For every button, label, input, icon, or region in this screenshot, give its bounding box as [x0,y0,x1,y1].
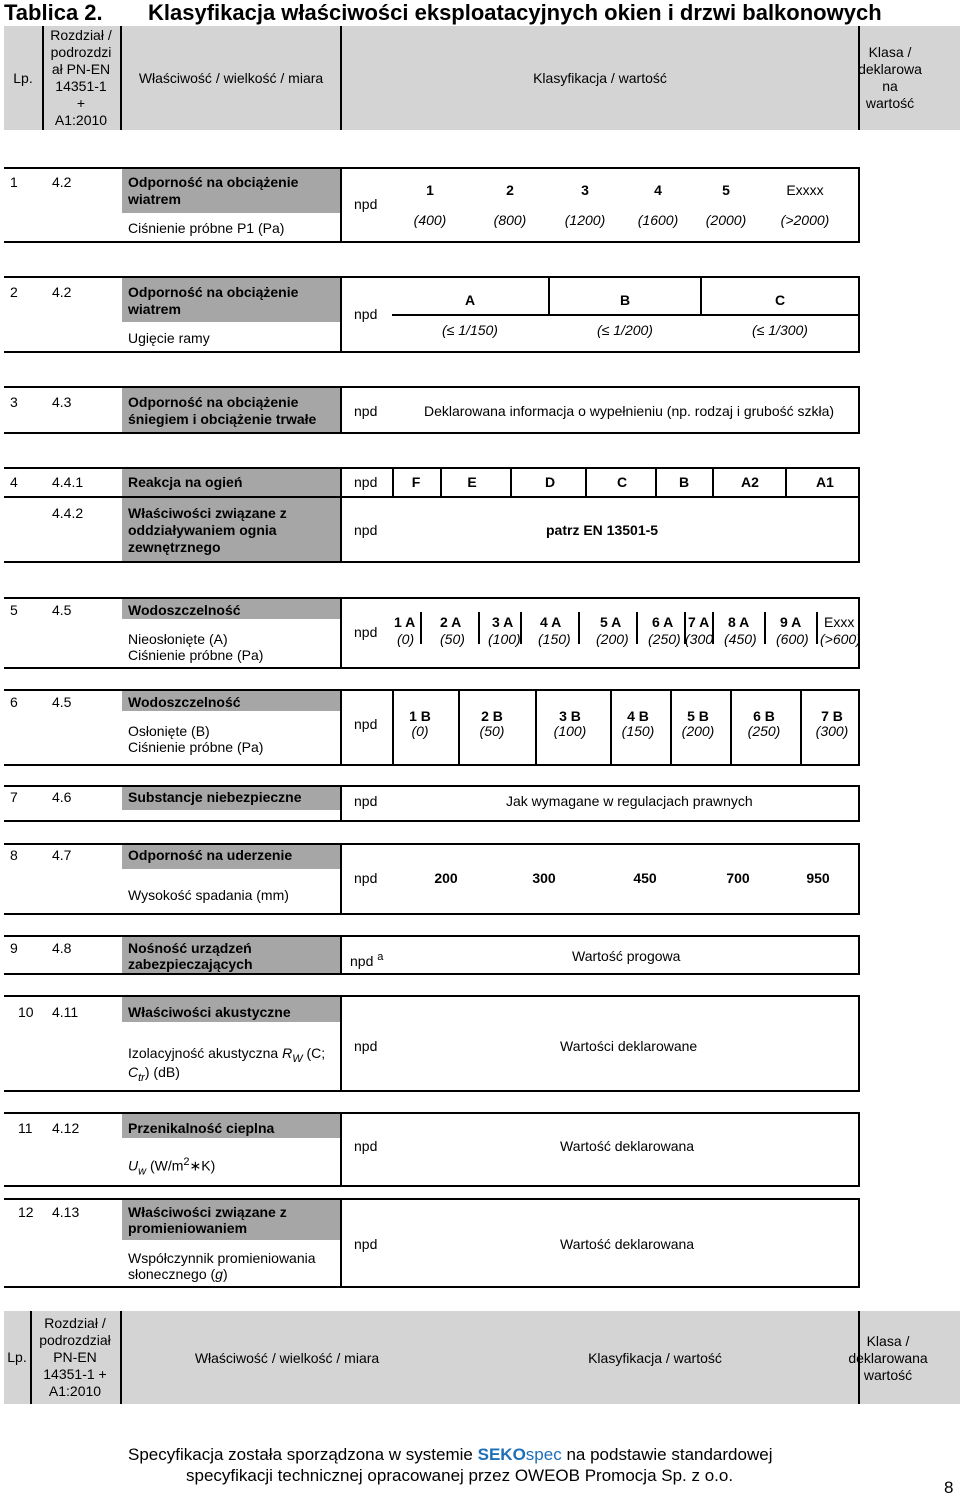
row11-npd: npd [354,1138,378,1154]
row9-section: 4.8 [52,940,72,956]
row12-npd: npd [354,1236,378,1252]
row4-class: F [411,474,421,490]
row2-npd: npd [354,306,378,322]
row8-value: 700 [726,870,750,886]
row5-value: (600) [776,631,809,647]
row3-property: Odporność na obciążenie [128,394,299,410]
row5-npd: npd [354,624,378,640]
row5-property: Wodoszczelność [128,602,241,618]
row5-value: (>600) [820,631,861,647]
row4b-npd: npd [354,522,378,538]
row9-number: 9 [10,940,18,956]
footer-line-1: Specyfikacja została sporządzona w systemie SEKOspec na podstawie standardowej [128,1445,773,1464]
row1-section: 4.2 [52,174,72,190]
row5-value: (250) [648,631,681,647]
row1-value: (400) [413,212,447,228]
row4-class: A1 [816,474,834,490]
row1-number: 1 [10,174,18,190]
row2-class: C [774,292,786,308]
row4-class: D [544,474,556,490]
row7-property: Substancje niebezpieczne [128,789,302,805]
page-title: Klasyfikacja właściwości eksploatacyjnych okien i drzwi balkonowych [148,0,882,25]
row2-class: B [619,292,631,308]
row9-npd: npd $^a$ [350,951,384,969]
row5-number: 5 [10,602,18,618]
row12-sub: Współczynnik promieniowania [128,1250,316,1266]
row12-property: Właściwości związane z [128,1204,287,1220]
row4-class: B [678,474,690,490]
row5-class: 6 A [652,614,674,630]
row2-section: 4.2 [52,284,72,300]
row6-property: Wodoszczelność [128,694,241,710]
row4-number: 4 [10,474,18,490]
row10-sub-2: $C_{tr}$) (dB) [128,1064,180,1084]
row4-section: 4.4.1 [52,474,84,490]
row1-npd: npd [354,196,378,212]
row7-number: 7 [10,789,18,805]
row4b-property-3: zewnętrznego [128,539,221,555]
row2-value: (≤ 1/200) [597,322,653,338]
row5-class: 2 A [440,614,462,630]
row6-value: (50) [479,723,505,739]
row6-class: 4 B [627,708,649,724]
row1-property-2: wiatrem [128,191,181,207]
row1-value: (2000) [705,212,747,228]
row12-property-2: promieniowaniem [128,1220,248,1236]
row3-section: 4.3 [52,394,72,410]
row10-section: 4.11 [52,1004,79,1020]
row12-number: 12 [18,1204,34,1220]
row9-value: Wartość progowa [572,948,681,964]
row5-value: (450) [724,631,757,647]
header-lp: Lp. [13,69,33,86]
row10-sub: Izolacyjność akustyczna $R_W$ (C; [128,1045,326,1065]
row3-property-2: śniegiem i obciążenie trwałe [128,411,317,427]
row2-property-2: wiatrem [128,301,181,317]
row4b-property: Właściwości związane z [128,505,287,521]
row5-class: 8 A [728,614,750,630]
row11-value: Wartość deklarowana [560,1138,695,1154]
header-rozdzial: Rozdział / podrozdzi ał PN-EN 14351-1 + A1:2010 [50,27,112,128]
row1-value: (>2000) [780,212,830,228]
row5-value: (150) [538,631,571,647]
row12-sub-2: słonecznego (g) [128,1266,228,1282]
row1-value: (1600) [637,212,679,228]
row4b-property-2: oddziaływaniem ognia [128,522,277,538]
row10-value: Wartości deklarowane [560,1038,698,1054]
row10-number: 10 [18,1004,34,1020]
row10-npd: npd [354,1038,378,1054]
row2-value: (≤ 1/300) [752,322,808,338]
footer-line-2: specyfikacji technicznej opracowanej przez OWEOB Promocja Sp. z o.o. [186,1466,734,1485]
row5-value: (200) [596,631,629,647]
row6-class: 3 B [559,708,581,724]
row3-number: 3 [10,394,18,410]
row4-class: E [467,474,477,490]
row8-value: 950 [806,870,830,886]
row5-class: 9 A [780,614,802,630]
row2-value: (≤ 1/150) [442,322,498,338]
row1-property: Odporność na obciążenie [128,174,299,190]
row5-sub: Nieosłonięte (A) [128,631,228,647]
row6-npd: npd [354,716,378,732]
row3-value: Deklarowana informacja o wypełnieniu (np. rodzaj i grubość szkła) [424,403,835,419]
row1-class: 4 [654,182,662,198]
header-wlasciwosc: Właściwość / wielkość / miara [138,69,324,86]
row5-value: (0) [397,631,415,647]
row6-value: (0) [411,723,429,739]
row1-value: (1200) [564,212,606,228]
page-number: 8 [944,1478,954,1497]
header-klasyfikacja: Klasyfikacja / wartość [533,69,667,86]
row6-sub: Osłonięte (B) [128,723,210,739]
row4-class: C [616,474,628,490]
row8-npd: npd [354,870,378,886]
row9-property-2: zabezpieczających [128,956,253,972]
row4b-value: patrz EN 13501-5 [546,522,659,538]
row3-npd: npd [354,403,378,419]
row7-section: 4.6 [52,789,72,805]
row6-class: 2 B [481,708,503,724]
row8-number: 8 [10,847,18,863]
row2-sub: Ugięcie ramy [128,330,210,346]
row8-section: 4.7 [52,847,72,863]
footer-header-klasa: Klasa / deklarowana wartość [848,1332,928,1383]
header-klasa: Klasa / deklarowa na wartość [858,44,922,111]
row7-value: Jak wymagane w regulacjach prawnych [506,793,753,809]
row6-sub-2: Ciśnienie próbne (Pa) [128,739,264,755]
footer-header-rozdzial: Rozdział / podrozdział PN-EN 14351-1 + A1:2010 [39,1315,111,1399]
row11-property: Przenikalność cieplna [128,1120,275,1136]
row5-value: (100) [488,631,521,647]
row12-value: Wartość deklarowana [560,1236,695,1252]
row5-class: 4 A [540,614,562,630]
row5-class: 5 A [600,614,622,630]
sekospec-logo: SEKO [477,1445,526,1464]
row6-class: 5 B [687,708,709,724]
row4-class: A2 [741,474,759,490]
row2-number: 2 [10,284,18,300]
footer-header-klasyfikacja: Klasyfikacja / wartość [588,1349,722,1366]
row1-value: (800) [493,212,527,228]
row5-value: (300 [685,631,714,647]
footer-header-lp: Lp. [7,1349,27,1365]
row6-number: 6 [10,694,18,710]
row6-value: (300) [815,723,849,739]
row7-npd: npd [354,793,378,809]
row6-value: (250) [747,723,781,739]
row6-class: 6 B [753,708,775,724]
row5-class: 1 A [394,614,416,630]
row10-property: Właściwości akustyczne [128,1004,291,1020]
footer-header-wlasciwosc: Właściwość / wielkość / miara [194,1349,380,1366]
row2-class: A [464,292,476,308]
row1-sub: Ciśnienie próbne P1 (Pa) [128,220,285,236]
row1-class: 5 [722,182,730,198]
row6-value: (200) [681,723,715,739]
row8-value: 200 [434,870,458,886]
row5-class: 3 A [492,614,514,630]
row8-sub: Wysokość spadania (mm) [128,887,289,903]
row8-property: Odporność na uderzenie [128,847,293,863]
row11-section: 4.12 [52,1120,80,1136]
row9-property: Nośność urządzeń [128,940,252,956]
row12-section: 4.13 [52,1204,80,1220]
row8-value: 450 [633,870,657,886]
row6-class: 1 B [409,708,431,724]
row6-value: (150) [621,723,655,739]
row11-number: 11 [18,1120,33,1136]
row11-sub: $U_w$ $(W/m^2∗K)$ [128,1156,216,1178]
row5-sub-2: Ciśnienie próbne (Pa) [128,647,264,663]
row4-property: Reakcja na ogień [128,474,243,490]
row1-class: 1 [426,182,434,198]
row4b-section: 4.4.2 [52,505,84,521]
row4-npd: npd [354,474,378,490]
row6-value: (100) [553,723,587,739]
row1-class: Exxxx [786,182,824,198]
row1-class: 3 [581,182,589,198]
row5-class: 7 A [688,614,710,630]
row6-section: 4.5 [52,694,72,710]
row5-value: (50) [440,631,465,647]
row5-class: Exxx [824,614,855,630]
row2-property: Odporność na obciążenie [128,284,299,300]
row8-value: 300 [532,870,556,886]
table-label: Tablica 2. [4,0,103,25]
row6-class: 7 B [821,708,843,724]
row5-section: 4.5 [52,602,72,618]
row1-class: 2 [506,182,514,198]
